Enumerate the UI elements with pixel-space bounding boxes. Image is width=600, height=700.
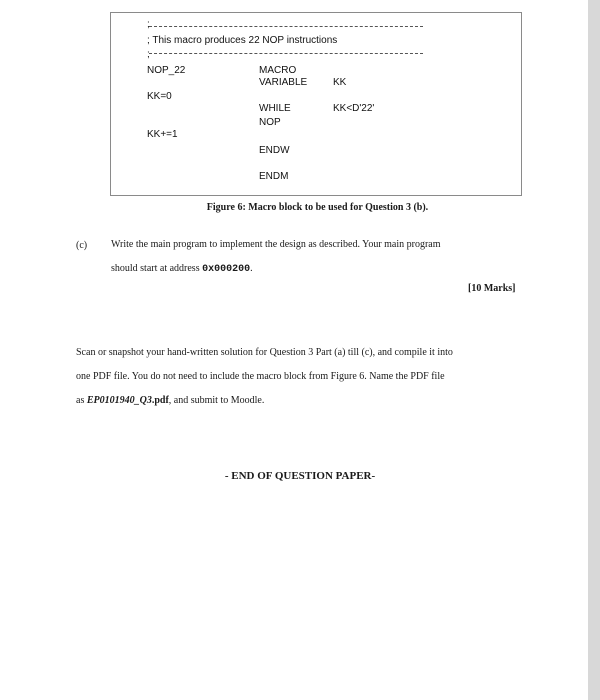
kk-increment: KK+=1 — [147, 129, 178, 140]
macro-code-box — [110, 12, 522, 196]
variable-keyword: VARIABLE — [259, 77, 308, 88]
comment-mark: ; — [147, 49, 150, 60]
instructions-line3 — [76, 389, 453, 413]
page-shadow — [588, 0, 600, 700]
question-c-line2 — [111, 257, 441, 282]
kk-init: KK=0 — [147, 91, 172, 102]
dashed-divider — [149, 53, 423, 54]
question-c-line2-prefix: should start at address — [111, 263, 203, 274]
instructions-line2: one PDF file. You do not need to include the macro block from Figure 6. Name the PDF file — [76, 371, 445, 382]
pdf-extension: .pdf — [151, 395, 169, 406]
endw-keyword: ENDW — [259, 145, 290, 156]
pdf-filename: EP0101940_Q3 — [86, 395, 152, 406]
nop22-label: NOP_22 — [147, 65, 186, 76]
question-c-label: (c) — [76, 240, 88, 251]
instructions-line3-prefix: as — [76, 395, 87, 406]
instructions-line1: Scan or snapshot your hand-written solution for Question 3 Part (a) till (c), and compile it into — [76, 347, 453, 358]
start-address: 0x000200 — [202, 264, 251, 275]
question-c-line1: Write the main program to implement the design as described. Your main program — [111, 239, 441, 250]
macro-keyword: MACRO — [259, 65, 297, 76]
end-of-paper: - END OF QUESTION PAPER- — [224, 470, 376, 482]
submission-instructions — [76, 341, 453, 413]
dashed-divider — [149, 26, 423, 27]
comment-mark: ; — [147, 19, 150, 30]
question-c-text — [111, 233, 441, 282]
question-c-line2-suffix: . — [250, 263, 253, 274]
endm-keyword: ENDM — [259, 171, 289, 182]
comment-line: ; This macro produces 22 NOP instructions — [147, 35, 338, 46]
nop-keyword: NOP — [259, 117, 281, 128]
instructions-line3-suffix: , and submit to Moodle. — [168, 395, 265, 406]
while-condition: KK<D'22' — [333, 103, 375, 114]
kk-variable: KK — [333, 77, 347, 88]
marks-label: [10 Marks] — [468, 283, 516, 294]
while-keyword: WHILE — [259, 103, 291, 114]
figure-caption: Figure 6: Macro block to be used for Question 3 (b). — [206, 202, 429, 213]
